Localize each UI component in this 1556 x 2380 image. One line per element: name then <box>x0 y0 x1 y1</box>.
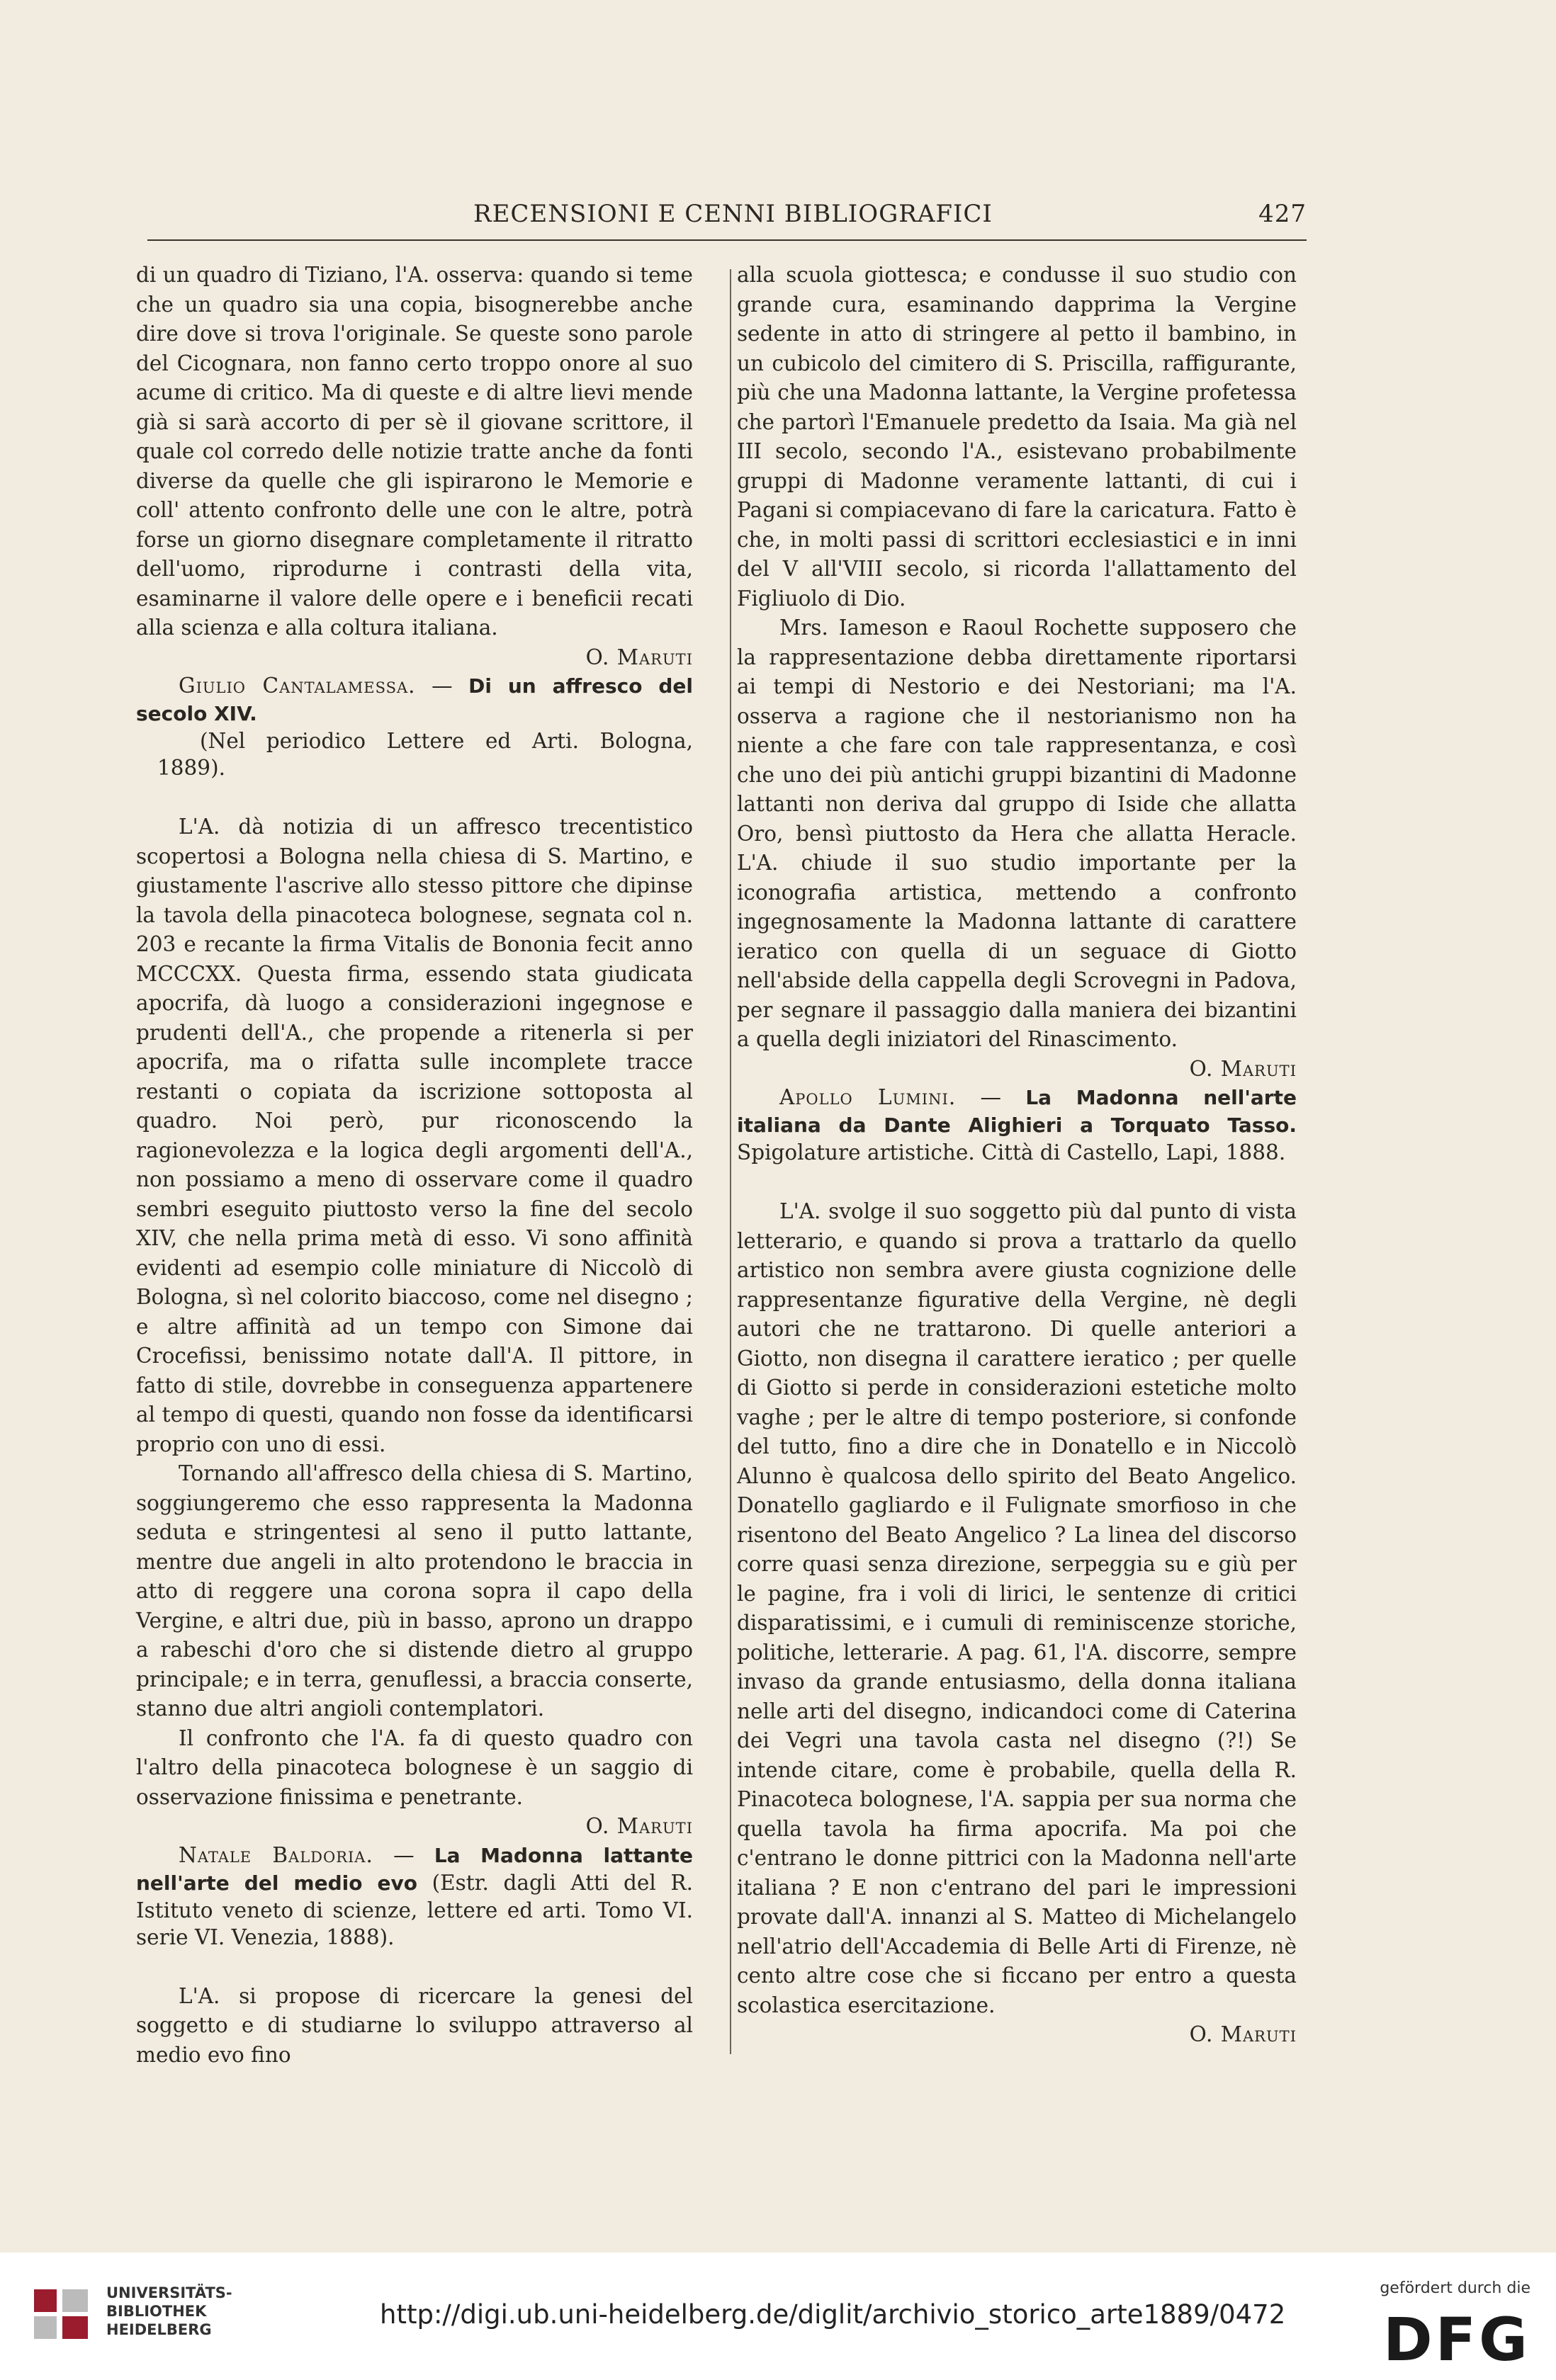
review-title: La Madonna lattante nell'arte del medio evo <box>136 1843 694 1895</box>
signature: O. Maruti <box>1189 2022 1297 2046</box>
paragraph: Tornando all'affresco della chiesa di S. Martino, soggiungeremo che esso rappresenta la Madonna seduta e stringentesi al seno il putto lattante, mentre due angeli in alto protendono le braccia in atto di reggere una corona sopra il capo della Vergine, e altri due, più in basso, aprono un drappo a rabeschi d'oro che si distende dietro al gruppo principale; e in terra, genuflessi, a braccia conserte, stanno due altri angioli contemplatori. <box>136 1461 693 1721</box>
signature: O. Maruti <box>585 1814 693 1838</box>
right-column <box>737 261 1297 2050</box>
library-name-line: HEIDELBERG <box>106 2321 212 2338</box>
left-column <box>136 261 693 2070</box>
dfg-logo: DFG <box>1382 2305 1530 2374</box>
heading-dash: — <box>956 1085 1026 1109</box>
review-title: La Madonna nell'arte italiana da Dante Alighieri a Torquato Tasso. <box>737 1086 1297 1137</box>
running-title: RECENSIONI E CENNI BIBLIOGRAFICI <box>473 200 993 228</box>
review-publication: (Nel periodico Lettere ed Arti. Bologna, 1889). <box>157 729 693 780</box>
spacer <box>136 1951 693 1982</box>
heading-dash: — <box>415 674 469 698</box>
signature: O. Maruti <box>585 645 693 669</box>
permalink-url[interactable]: http://digi.ub.uni-heidelberg.de/diglit/archivio_storico_arte1889/0472 <box>380 2299 1286 2330</box>
review-title: Di un affresco del secolo XIV. <box>136 674 693 725</box>
university-logo-icon <box>28 2284 94 2345</box>
running-header <box>147 193 1307 235</box>
review-author: Apollo Lumini. <box>779 1085 957 1109</box>
review-heading <box>136 672 693 781</box>
paragraph: alla scuola giottesca; e condusse il suo studio con grande cura, esaminando dapprima la Vergine sedente in atto di stringere al petto il bambino, in un cubicolo del cimitero di S. Priscilla, raffigurante, più che una Madonna lattante, la Vergine profetessa che partorì l'Emanuele predetto da Isaia. Ma già nel III secolo, secondo l'A., esistevano probabilmente gruppi di Madonne veramente lattanti, di cui i Pagani si compiacevano di fare la caricatura. Fatto è che, in molti passi di scrittori ecclesiastici e in inni del V all'VIII secolo, si ricorda l'allattamento del Figliuolo di Dio. <box>737 263 1297 611</box>
library-name-line: UNIVERSITÄTS- <box>106 2284 232 2301</box>
heading-dash: — <box>373 1842 434 1867</box>
header-rule <box>147 239 1307 241</box>
paragraph: Il confronto che l'A. fa di questo quadro con l'altro della pinacoteca bolognese è un saggio di osservazione finissima e penetrante. <box>136 1726 693 1809</box>
paragraph: L'A. dà notizia di un affresco trecentistico scopertosi a Bologna nella chiesa di S. Martino, e giustamente l'ascrive allo stesso pittore che dipinse la tavola della pinacoteca bolognese, segnata col n. 203 e recante la firma Vitalis de Bononia fecit anno MCCCXX. Questa firma, essendo stata giudicata apocrifa, dà luogo a considerazioni ingegnose e prudenti dell'A., che propende a ritenerla si per apocrifa, ma o rifatta sulle incomplete tracce restanti o copiata da iscrizione sottoposta al quadro. Noi però, pur riconoscendo la ragionevolezza e la logica degli argomenti dell'A., non possiamo a meno di osservare come il quadro sembri eseguito piuttosto verso la fine del secolo XIV, che nella prima metà di esso. Vi sono affinità evidenti ad esempio colle miniature di Niccolò di Bologna, sì nel colorito biaccoso, come nel disegno ; e altre affinità ad un tempo con Simone dai Crocefissi, benissimo notate dall'A. Il pittore, in fatto di stile, dovrebbe in conseguenza appartenere al tempo di questi, quando non fosse da identificarsi proprio con uno di essi. <box>136 815 693 1456</box>
review-publication: Spigolature artistiche. Città di Castello, Lapi, 1888. <box>737 1140 1286 1164</box>
library-name <box>106 2284 232 2339</box>
paragraph: L'A. svolge il suo soggetto più dal punto di vista letterario, e quando si prova a trattarlo da quello artistico non sembra avere giusta cognizione delle rappresentanze figurative della Vergine, nè degli autori che ne trattarono. Di quelle anteriori a Giotto, non disegna il carattere ieratico ; per quelle di Giotto si perde in considerazioni estetiche molto vaghe ; per le altre di tempo posteriore, si confonde del tutto, fino a dire che in Donatello e in Niccolò Alunno è qualcosa dello spirito del Beato Angelico. Donatello gagliardo e il Fulignate smorfioso in che risentono del Beato Angelico ? La linea del discorso corre quasi senza direzione, serpeggia su e giù per le pagine, fra i voli di lirici, le sentenze di critici disparatissimi, e i cumuli di reminiscenze storiche, politiche, letterarie. A pag. 61, l'A. discorre, sempre invaso da grande entusiasmo, della donna italiana nelle arti del disegno, indicandoci come di Caterina dei Vegri una tavola casta nel disegno (?!) Se intende citare, come è probabile, quella della R. Pinacoteca bolognese, l'A. sappia per sua norma che quella tavola ha firma apocrifa. Ma poi che c'entrano le donne pittrici con la Madonna nell'arte italiana ? E non c'entrano del pari le impressioni provate dall'A. innanzi al S. Matteo di Michelangelo nell'atrio dell'Accademia di Belle Arti di Firenze, nè cento altre cose che si ficcano per entro a questa scolastica esercitazione. <box>737 1199 1297 2017</box>
review-heading <box>136 1842 693 1951</box>
review-author: Giulio Cantalamessa. <box>179 674 416 698</box>
review-author: Natale Baldoria. <box>179 1842 373 1867</box>
spacer <box>136 781 693 812</box>
review-publication: (Estr. dagli Atti del R. Istituto veneto di scienze, lettere ed arti. Tomo VI. serie VI. Venezia, 1888). <box>136 1870 693 1949</box>
paragraph: Mrs. Iameson e Raoul Rochette supposero che la rappresentazione debba direttamente riportarsi ai tempi di Nestorio e dei Nestoriani; ma l'A. osserva a ragione che il nestorianismo non ha niente a che fare con tale rappresentanza, e così che uno dei più antichi gruppi bizantini di Madonne lattanti non deriva dal gruppo di Iside che allatta Oro, bensì piuttosto da Hera che allatta Heracle. L'A. chiude il suo studio importante per la iconografia artistica, mettendo a confronto ingegnosamente la Madonna lattante di carattere ieratico con quella di un seguace di Giotto nell'abside della cappella degli Scrovegni in Padova, per segnare il passaggio dalla maniera dei bizantini a quella degli iniziatori del Rinascimento. <box>737 616 1297 1051</box>
paragraph: L'A. si propose di ricercare la genesi del soggetto e di studiarne lo sviluppo attraverso al medio evo fino <box>136 1983 693 2067</box>
paragraph: di un quadro di Tiziano, l'A. osserva: quando si teme che un quadro sia una copia, bisognerebbe anche dire dove si trova l'originale. Se queste sono parole del Cicognara, non fanno certo troppo onore al suo acume di critico. Ma di queste e di altre lievi mende già si sarà accorto di per sè il giovane scrittore, il quale col corredo delle notizie tratte anche da fonti diverse da quelle che gli ispirarono le Memorie e coll' attento confronto delle une con le altre, potrà forse un giorno disegnare completamente il ritratto dell'uomo, riprodurne i contrasti della vita, esaminarne il valore delle opere e i beneficii recati alla scienza e alla coltura italiana. <box>136 263 693 640</box>
column-divider <box>730 269 731 2054</box>
page-number: 427 <box>1258 200 1307 228</box>
review-heading <box>737 1084 1297 1166</box>
spacer <box>737 1166 1297 1197</box>
library-name-line: BIBLIOTHEK <box>106 2303 207 2320</box>
signature: O. Maruti <box>1189 1056 1297 1081</box>
viewer-footer <box>0 2252 1556 2380</box>
funder-caption: gefördert durch die <box>1380 2279 1530 2297</box>
